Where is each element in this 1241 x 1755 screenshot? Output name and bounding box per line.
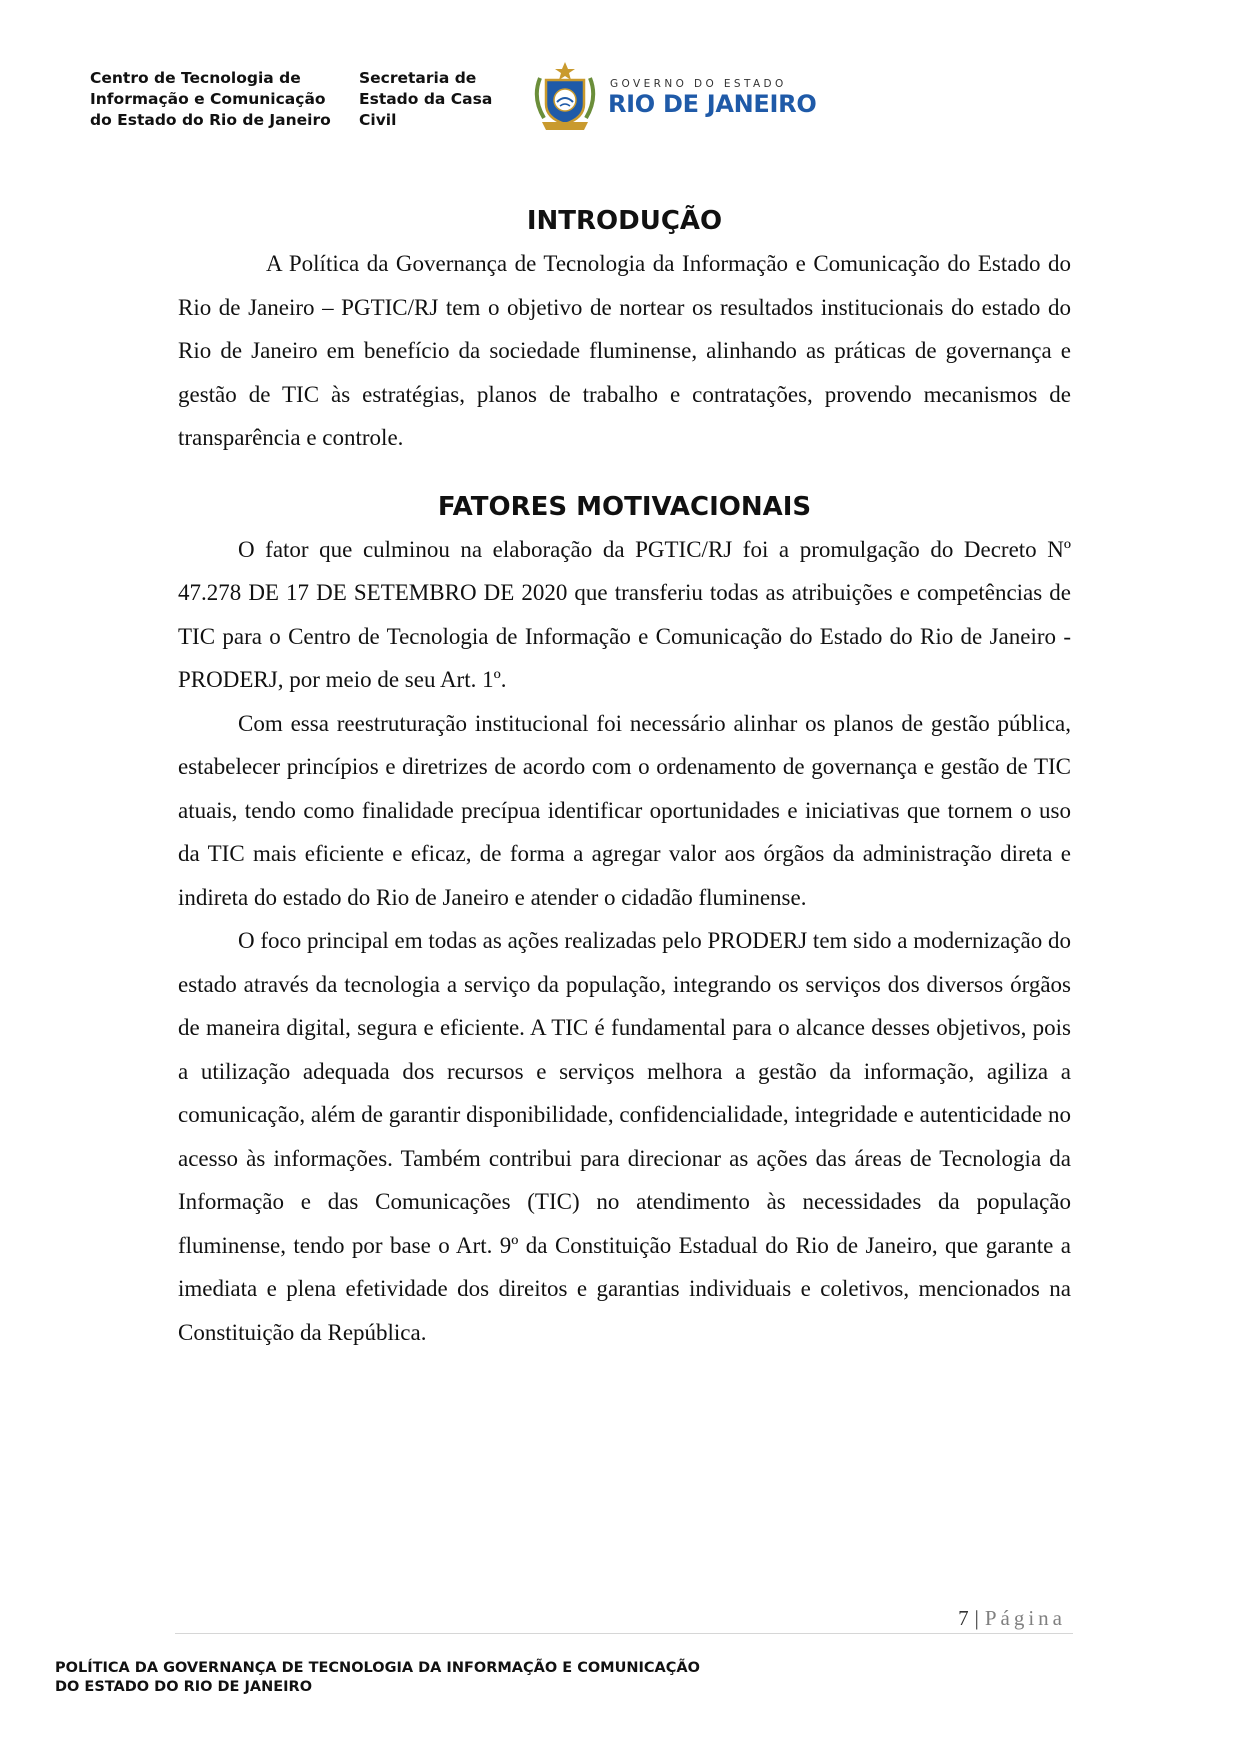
- page-number-value: 7: [958, 1606, 969, 1630]
- header-org-line: do Estado do Rio de Janeiro: [90, 111, 331, 129]
- paragraph: A Política da Governança de Tecnologia da Informação e Comunicação do Estado do Rio de Janeiro – PGTIC/RJ tem o objetivo de nortear os resultados institucionais do estado do Rio de Janeiro em benefício da sociedade fluminense, alinhando as práticas de governança e gestão de TIC às estratégias, planos de trabalho e contratações, provendo mecanismos de transparência e controle.: [178, 251, 1071, 450]
- footer-document-title: [55, 1659, 955, 1697]
- section-title: INTRODUÇÃO: [526, 206, 723, 236]
- logo-top-text: GOVERNO DO ESTADO: [610, 78, 787, 90]
- paragraph: O fator que culminou na elaboração da PGTIC/RJ foi a promulgação do Decreto Nº 47.278 DE 17 DE SETEMBRO DE 2020 que transferiu todas as atribuições e competências de TIC para o Centro de Tecnologia de Informação e Comunicação do Estado do Rio de Janeiro - PRODERJ, por meio de seu Art. 1º.: [178, 536, 1071, 692]
- paragraph: Com essa reestruturação institucional foi necessário alinhar os planos de gestão pública, estabelecer princípios e diretrizes de acordo com o ordenamento de governança e gestão de TIC atuais, tendo como finalidade precípua identificar oportunidades e iniciativas que tornem o uso da TIC mais eficiente e eficaz, de forma a agregar valor aos órgãos da administração direta e indireta do estado do Rio de Janeiro e atender o cidadão fluminense.: [178, 710, 1071, 910]
- page-number: [958, 1606, 1066, 1631]
- paragraph: O foco principal em todas as ações realizadas pelo PRODERJ tem sido a modernização do estado através da tecnologia a serviço da população, integrando os serviços dos diversos órgãos de maneira digital, segura e eficiente. A TIC é fundamental para o alcance desses objetivos, pois a utilização adequada dos recursos e serviços melhora a gestão da informação, agiliza a comunicação, além de garantir disponibilidade, confidencialidade, integridade e autenticidade no acesso às informações. Também contribui para direcionar as ações das áreas de Tecnologia da Informação e das Comunicações (TIC) no atendimento às necessidades da população fluminense, tendo por base o Art. 9º da Constituição Estadual do Rio de Janeiro, que garante a imediata e plena efetividade dos direitos e garantias individuais e coletivos, mencionados na Constituição da República.: [178, 928, 1071, 1345]
- document-body: [178, 200, 1071, 1354]
- coat-of-arms-icon: [530, 60, 600, 132]
- header-org-line: Estado da Casa: [359, 90, 493, 108]
- header-org-proderj: [90, 68, 350, 131]
- section-fatores-motivacionais: [178, 486, 1071, 1355]
- footer-divider: [175, 1633, 1073, 1634]
- footer-title-line: DO ESTADO DO RIO DE JANEIRO: [55, 1679, 313, 1695]
- header-org-line: Secretaria de: [359, 69, 477, 87]
- header-org-line: Centro de Tecnologia de: [90, 69, 301, 87]
- header-org-line: Informação e Comunicação: [90, 90, 326, 108]
- footer-title-line: POLÍTICA DA GOVERNANÇA DE TECNOLOGIA DA INFORMAÇÃO E COMUNICAÇÃO: [55, 1660, 700, 1676]
- section-introducao: [178, 200, 1071, 460]
- page-label: Página: [984, 1606, 1066, 1630]
- header-org-casa-civil: [359, 68, 499, 131]
- header-org-line: Civil: [359, 111, 397, 129]
- page-number-separator: |: [974, 1606, 979, 1630]
- government-logo: [530, 60, 830, 132]
- section-title: FATORES MOTIVACIONAIS: [437, 491, 812, 522]
- logo-main-text: RIO DE JANEIRO: [608, 90, 817, 118]
